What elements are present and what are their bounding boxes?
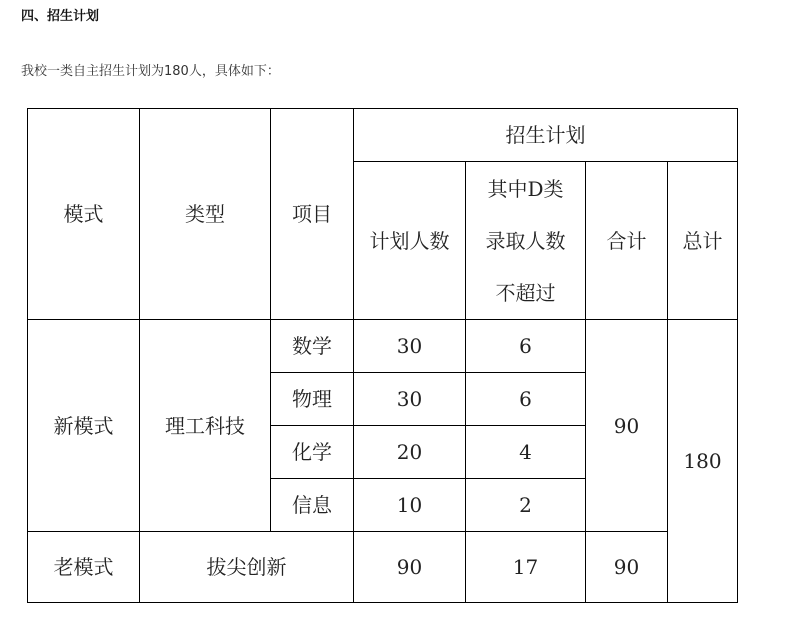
- header-d-limit: [466, 162, 586, 320]
- d-limit-cell: 2: [466, 479, 586, 532]
- d-limit-cell: 17: [466, 532, 586, 603]
- intro-text: 我校一类自主招生计划为180人，具体如下：: [21, 64, 280, 79]
- new-mode-subtotal-cell: 90: [586, 320, 668, 532]
- header-mode: 模式: [28, 109, 140, 320]
- new-mode-category-cell: 理工科技: [140, 320, 271, 532]
- plan-cell: 20: [354, 426, 466, 479]
- header-plan-group: 招生计划: [354, 109, 738, 162]
- grand-total-cell: 180: [668, 320, 738, 603]
- plan-cell: 10: [354, 479, 466, 532]
- header-plan-count: 计划人数: [354, 162, 466, 320]
- enrollment-plan-table: [27, 108, 738, 603]
- project-cell: 数学: [271, 320, 354, 373]
- header-project: 项目: [271, 109, 354, 320]
- d-limit-cell: 4: [466, 426, 586, 479]
- project-cell: 化学: [271, 426, 354, 479]
- plan-cell: 30: [354, 373, 466, 426]
- header-d-limit-line-1: 其中D类: [487, 176, 564, 201]
- table-row: [28, 320, 738, 373]
- section-heading: 四、招生计划: [21, 9, 100, 24]
- old-mode-cell: 老模式: [28, 532, 140, 603]
- header-d-limit-line-2: 录取人数: [485, 228, 566, 253]
- d-limit-cell: 6: [466, 320, 586, 373]
- project-cell: 信息: [271, 479, 354, 532]
- plan-cell: 30: [354, 320, 466, 373]
- table-row: [28, 532, 738, 603]
- new-mode-cell: 新模式: [28, 320, 140, 532]
- header-total: 总计: [668, 162, 738, 320]
- header-category: 类型: [140, 109, 271, 320]
- plan-cell: 90: [354, 532, 466, 603]
- old-mode-category-cell: 拔尖创新: [140, 532, 354, 603]
- header-subtotal: 合计: [586, 162, 668, 320]
- old-mode-subtotal-cell: 90: [586, 532, 668, 603]
- d-limit-cell: 6: [466, 373, 586, 426]
- project-cell: 物理: [271, 373, 354, 426]
- header-d-limit-line-3: 不超过: [495, 280, 556, 305]
